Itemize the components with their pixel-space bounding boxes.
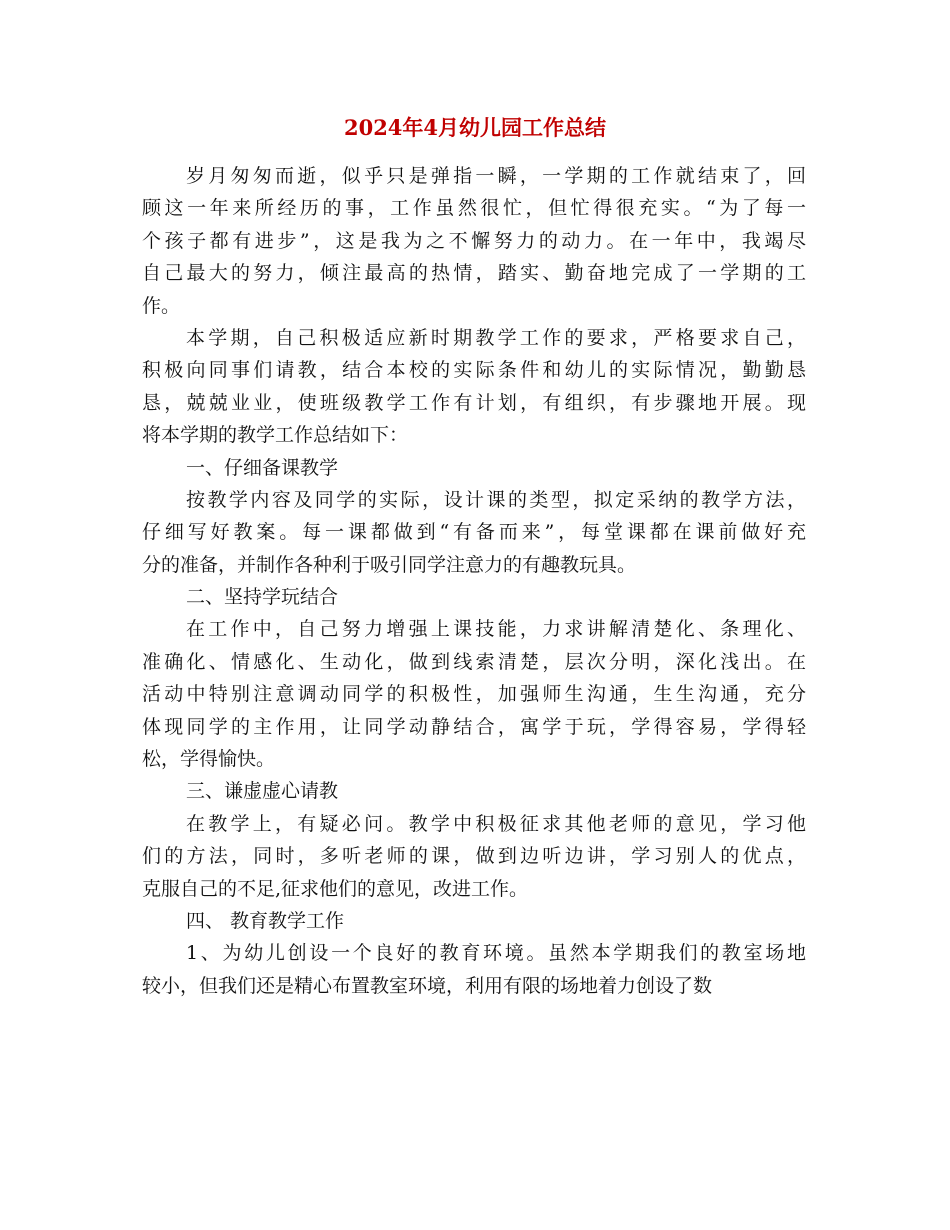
paragraph-line: 体现同学的主作用，让同学动静结合，寓学于玩，学得容易，学得轻 [142,715,806,738]
paragraph-line: 1、为幼儿创设一个良好的教育环境。虽然本学期我们的教室场地 [186,942,806,965]
paragraph-line: 顾这一年来所经历的事，工作虽然很忙，但忙得很充实。“为了每一 [142,197,806,220]
paragraph-line: 岁月匆匆而逝，似乎只是弹指一瞬，一学期的工作就结束了，回 [186,165,806,187]
paragraph [142,452,806,484]
paragraph-line: 作。 [142,294,181,317]
paragraph-line: 较小，但我们还是精心布置教室环境，利用有限的场地着力创设了数 [142,974,713,997]
paragraph-line: 二、坚持学玩结合 [186,586,339,609]
paragraph-line: 仔细写好教案。每一课都做到“有备而来”，每堂课都在课前做好充 [142,521,806,544]
paragraph-line: 分的准备，并制作各种利于吸引同学注意力的有趣教玩具。 [142,553,637,576]
paragraph [142,581,806,613]
paragraph [142,160,806,322]
paragraph-line: 准确化、情感化、生动化，做到线索清楚，层次分明，深化浅出。在 [142,650,806,673]
paragraph-line: 个孩子都有进步”，这是我为之不懈努力的动力。在一年中，我竭尽 [142,229,806,252]
document-title: 2024年4月幼儿园工作总结 [343,115,607,140]
paragraph-line: 本学期，自己积极适应新时期教学工作的要求，严格要求自己， [186,326,806,349]
paragraph [142,775,806,807]
paragraph [142,484,806,581]
paragraph-line: 积极向同事们请教，结合本校的实际条件和幼儿的实际情况，勤勤恳 [142,359,806,382]
paragraph-line: 恳，兢兢业业，使班级教学工作有计划，有组织，有步骤地开展。现 [142,391,806,414]
paragraph-line: 活动中特别注意调动同学的积极性，加强师生沟通，生生沟通，充分 [142,683,806,706]
paragraph-line: 们的方法，同时，多听老师的课，做到边听边讲，学习别人的优点， [142,845,806,868]
paragraph-line: 在教学上，有疑必问。教学中积极征求其他老师的意见，学习他 [186,812,806,835]
document-body [142,160,806,1002]
paragraph-line: 四、 教育教学工作 [186,909,345,932]
paragraph [142,322,806,452]
paragraph-line: 在工作中，自己努力增强上课技能，力求讲解清楚化、条理化、 [186,618,806,641]
paragraph [142,808,806,905]
paragraph [142,613,806,775]
paragraph-line: 松，学得愉快。 [142,748,276,771]
paragraph-line: 按教学内容及同学的实际，设计课的类型，拟定采纳的教学方法， [186,488,806,511]
paragraph [142,905,806,937]
paragraph [142,937,806,1002]
paragraph-line: 三、谦虚虚心请教 [186,780,339,803]
paragraph-line: 将本学期的教学工作总结如下： [142,424,409,447]
paragraph-line: 自己最大的努力，倾注最高的热情，踏实、勤奋地完成了一学期的工 [142,262,806,285]
paragraph-line: 一、仔细备课教学 [186,456,339,479]
paragraph-line: 克服自己的不足,征求他们的意见，改进工作。 [142,877,529,900]
